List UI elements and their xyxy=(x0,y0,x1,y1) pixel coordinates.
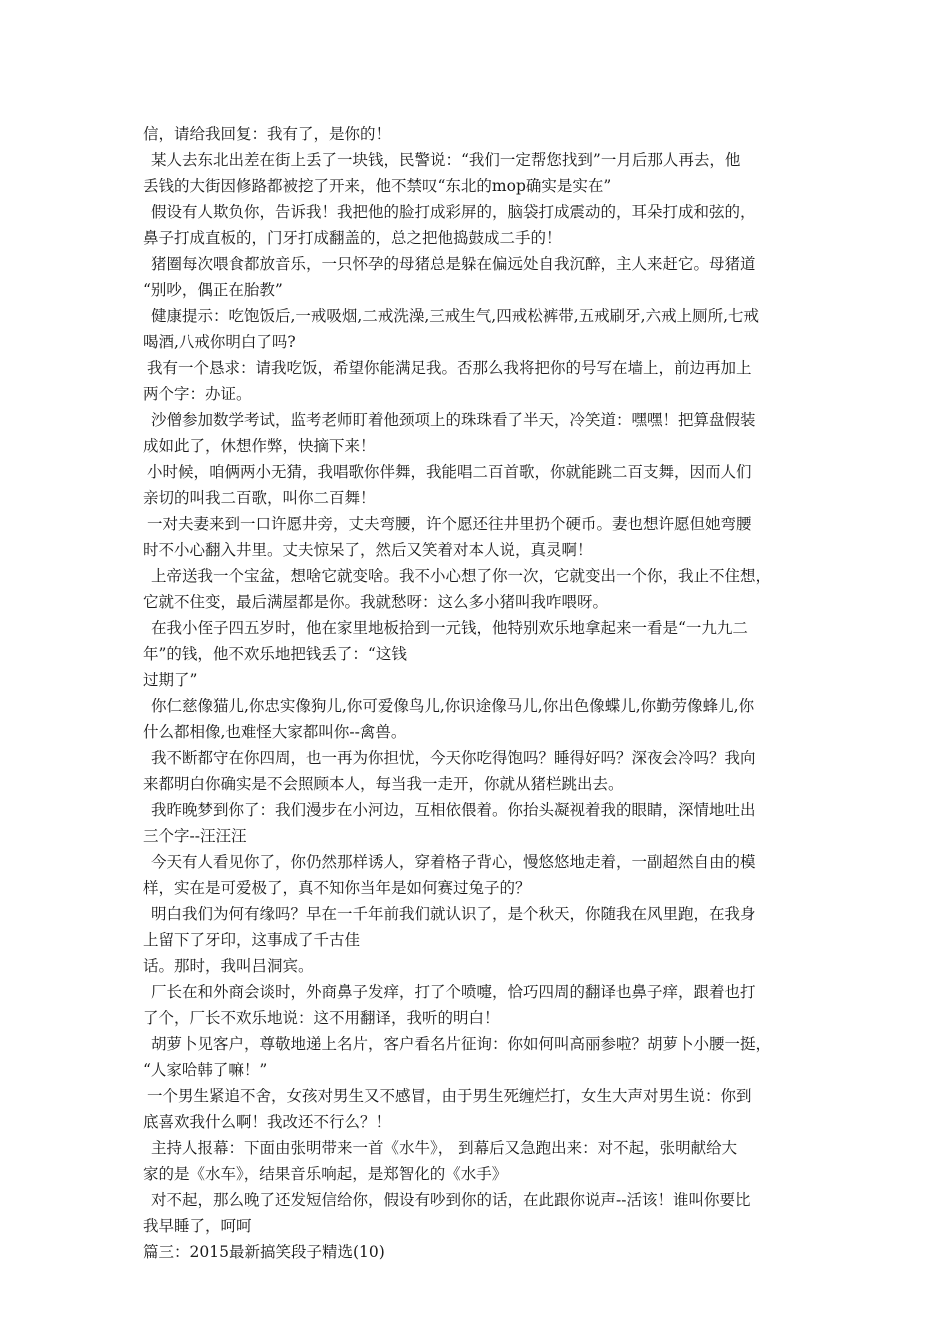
document-body xyxy=(143,121,818,1265)
text-line: 话。那时，我叫吕洞宾。 xyxy=(143,957,314,975)
text-line: 上留下了牙印，这事成了千古佳 xyxy=(143,931,361,949)
text-line: 你仁慈像猫儿,你忠实像狗儿,你可爱像鸟儿,你识途像马儿,你出色像蝶儿,你勤劳像蜂儿,你 xyxy=(151,697,755,715)
text-line: 小时候，咱俩两小无猜，我唱歌你伴舞，我能唱二百首歌，你就能跳二百支舞，因而人们 xyxy=(147,463,752,481)
text-line: 信，请给我回复：我有了，是你的！ xyxy=(143,125,392,143)
text-line: 健康提示：吃饱饭后,一戒吸烟,二戒洗澡,三戒生气,四戒松裤带,五戒刷牙,六戒上厕所,七戒 xyxy=(151,307,759,325)
text-line: 过期了” xyxy=(143,671,198,689)
text-line: 某人去东北出差在街上丢了一块钱，民警说：“我们一定帮您找到”一月后那人再去，他 xyxy=(151,151,741,169)
text-line: 亲切的叫我二百歌，叫你二百舞！ xyxy=(143,489,376,507)
text-line: 丢钱的大街因修路都被挖了开来，他不禁叹“东北的mop确实是实在” xyxy=(143,177,612,195)
text-line: 它就不住变，最后满屋都是你。我就愁呀：这么多小猪叫我咋喂呀。 xyxy=(143,593,609,611)
text-line: 我有一个恳求：请我吃饭，希望你能满足我。否那么我将把你的号写在墙上，前边再加上 xyxy=(147,359,752,377)
text-line: 来都明白你确实是不会照顾本人，每当我一走开，你就从猪栏跳出去。 xyxy=(143,775,624,793)
text-line: 一对夫妻来到一口许愿井旁，丈夫弯腰，许个愿还往井里扔个硬币。妻也想许愿但她弯腰 xyxy=(147,515,752,533)
text-line: 成如此了，休想作弊，快摘下来！ xyxy=(143,437,376,455)
text-line: 喝酒,八戒你明白了吗? xyxy=(143,333,296,351)
text-line: “别吵，偶正在胎教” xyxy=(143,281,283,299)
text-line: 假设有人欺负你，告诉我！我把他的脸打成彩屏的，脑袋打成震动的，耳朵打成和弦的， xyxy=(151,203,756,221)
text-line: 今天有人看见你了，你仍然那样诱人，穿着格子背心，慢悠悠地走着，一副超然自由的模 xyxy=(151,853,756,871)
text-line: 沙僧参加数学考试，监考老师盯着他颈项上的珠珠看了半天，冷笑道：嘿嘿！把算盘假装 xyxy=(151,411,756,429)
text-line: 鼻子打成直板的，门牙打成翻盖的，总之把他捣鼓成二手的！ xyxy=(143,229,562,247)
text-line: 上帝送我一个宝盆，想啥它就变啥。我不小心想了你一次，它就变出一个你，我止不住想， xyxy=(151,567,772,585)
text-line: 了个，厂长不欢乐地说：这不用翻译，我听的明白！ xyxy=(143,1009,500,1027)
text-line: 我不断都守在你四周，也一再为你担忧，今天你吃得饱吗？睡得好吗？深夜会冷吗？我向 xyxy=(151,749,756,767)
text-line: 在我小侄子四五岁时，他在家里地板拾到一元钱，他特别欢乐地拿起来一看是“一九九二 xyxy=(151,619,748,637)
text-line: 篇三：2015最新搞笑段子精选(10) xyxy=(143,1243,385,1261)
text-line: 三个字--汪汪汪 xyxy=(143,827,247,845)
text-line: 底喜欢我什么啊！我改还不行么？！ xyxy=(143,1113,392,1131)
text-line: 年”的钱，他不欢乐地把钱丢了：“这钱 xyxy=(143,645,407,663)
text-line: “人家哈韩了嘛！” xyxy=(143,1061,268,1079)
text-line: 我早睡了，呵呵 xyxy=(143,1217,252,1235)
text-line: 主持人报幕：下面由张明带来一首《水牛》， 到幕后又急跑出来：对不起，张明献给大 xyxy=(151,1139,738,1157)
text-line: 厂长在和外商会谈时，外商鼻子发痒，打了个喷嚏，恰巧四周的翻译也鼻子痒，跟着也打 xyxy=(151,983,756,1001)
text-line: 我昨晚梦到你了：我们漫步在小河边，互相依偎着。你抬头凝视着我的眼睛，深情地吐出 xyxy=(151,801,756,819)
text-line: 什么都相像,也难怪大家都叫你--禽兽。 xyxy=(143,723,407,741)
text-line: 胡萝卜见客户，尊敬地递上名片，客户看名片征询：你如何叫高丽参啦？胡萝卜小腰一挺， xyxy=(151,1035,772,1053)
text-line: 样，实在是可爱极了，真不知你当年是如何赛过兔子的？ xyxy=(143,879,531,897)
text-line: 对不起，那么晚了还发短信给你，假设有吵到你的话，在此跟你说声--活该！谁叫你要比 xyxy=(151,1191,751,1209)
text-line: 明白我们为何有缘吗？早在一千年前我们就认识了，是个秋天，你随我在风里跑，在我身 xyxy=(151,905,756,923)
text-line: 家的是《水车》，结果音乐响起，是郑智化的《水手》 xyxy=(143,1165,508,1183)
text-line: 时不小心翻入井里。丈夫惊呆了，然后又笑着对本人说，真灵啊！ xyxy=(143,541,593,559)
text-line: 猪圈每次喂食都放音乐，一只怀孕的母猪总是躲在偏远处自我沉醉，主人来赶它。母猪道 xyxy=(151,255,756,273)
text-line: 两个字：办证。 xyxy=(143,385,252,403)
text-line: 一个男生紧追不舍，女孩对男生又不感冒，由于男生死缠烂打，女生大声对男生说：你到 xyxy=(147,1087,752,1105)
